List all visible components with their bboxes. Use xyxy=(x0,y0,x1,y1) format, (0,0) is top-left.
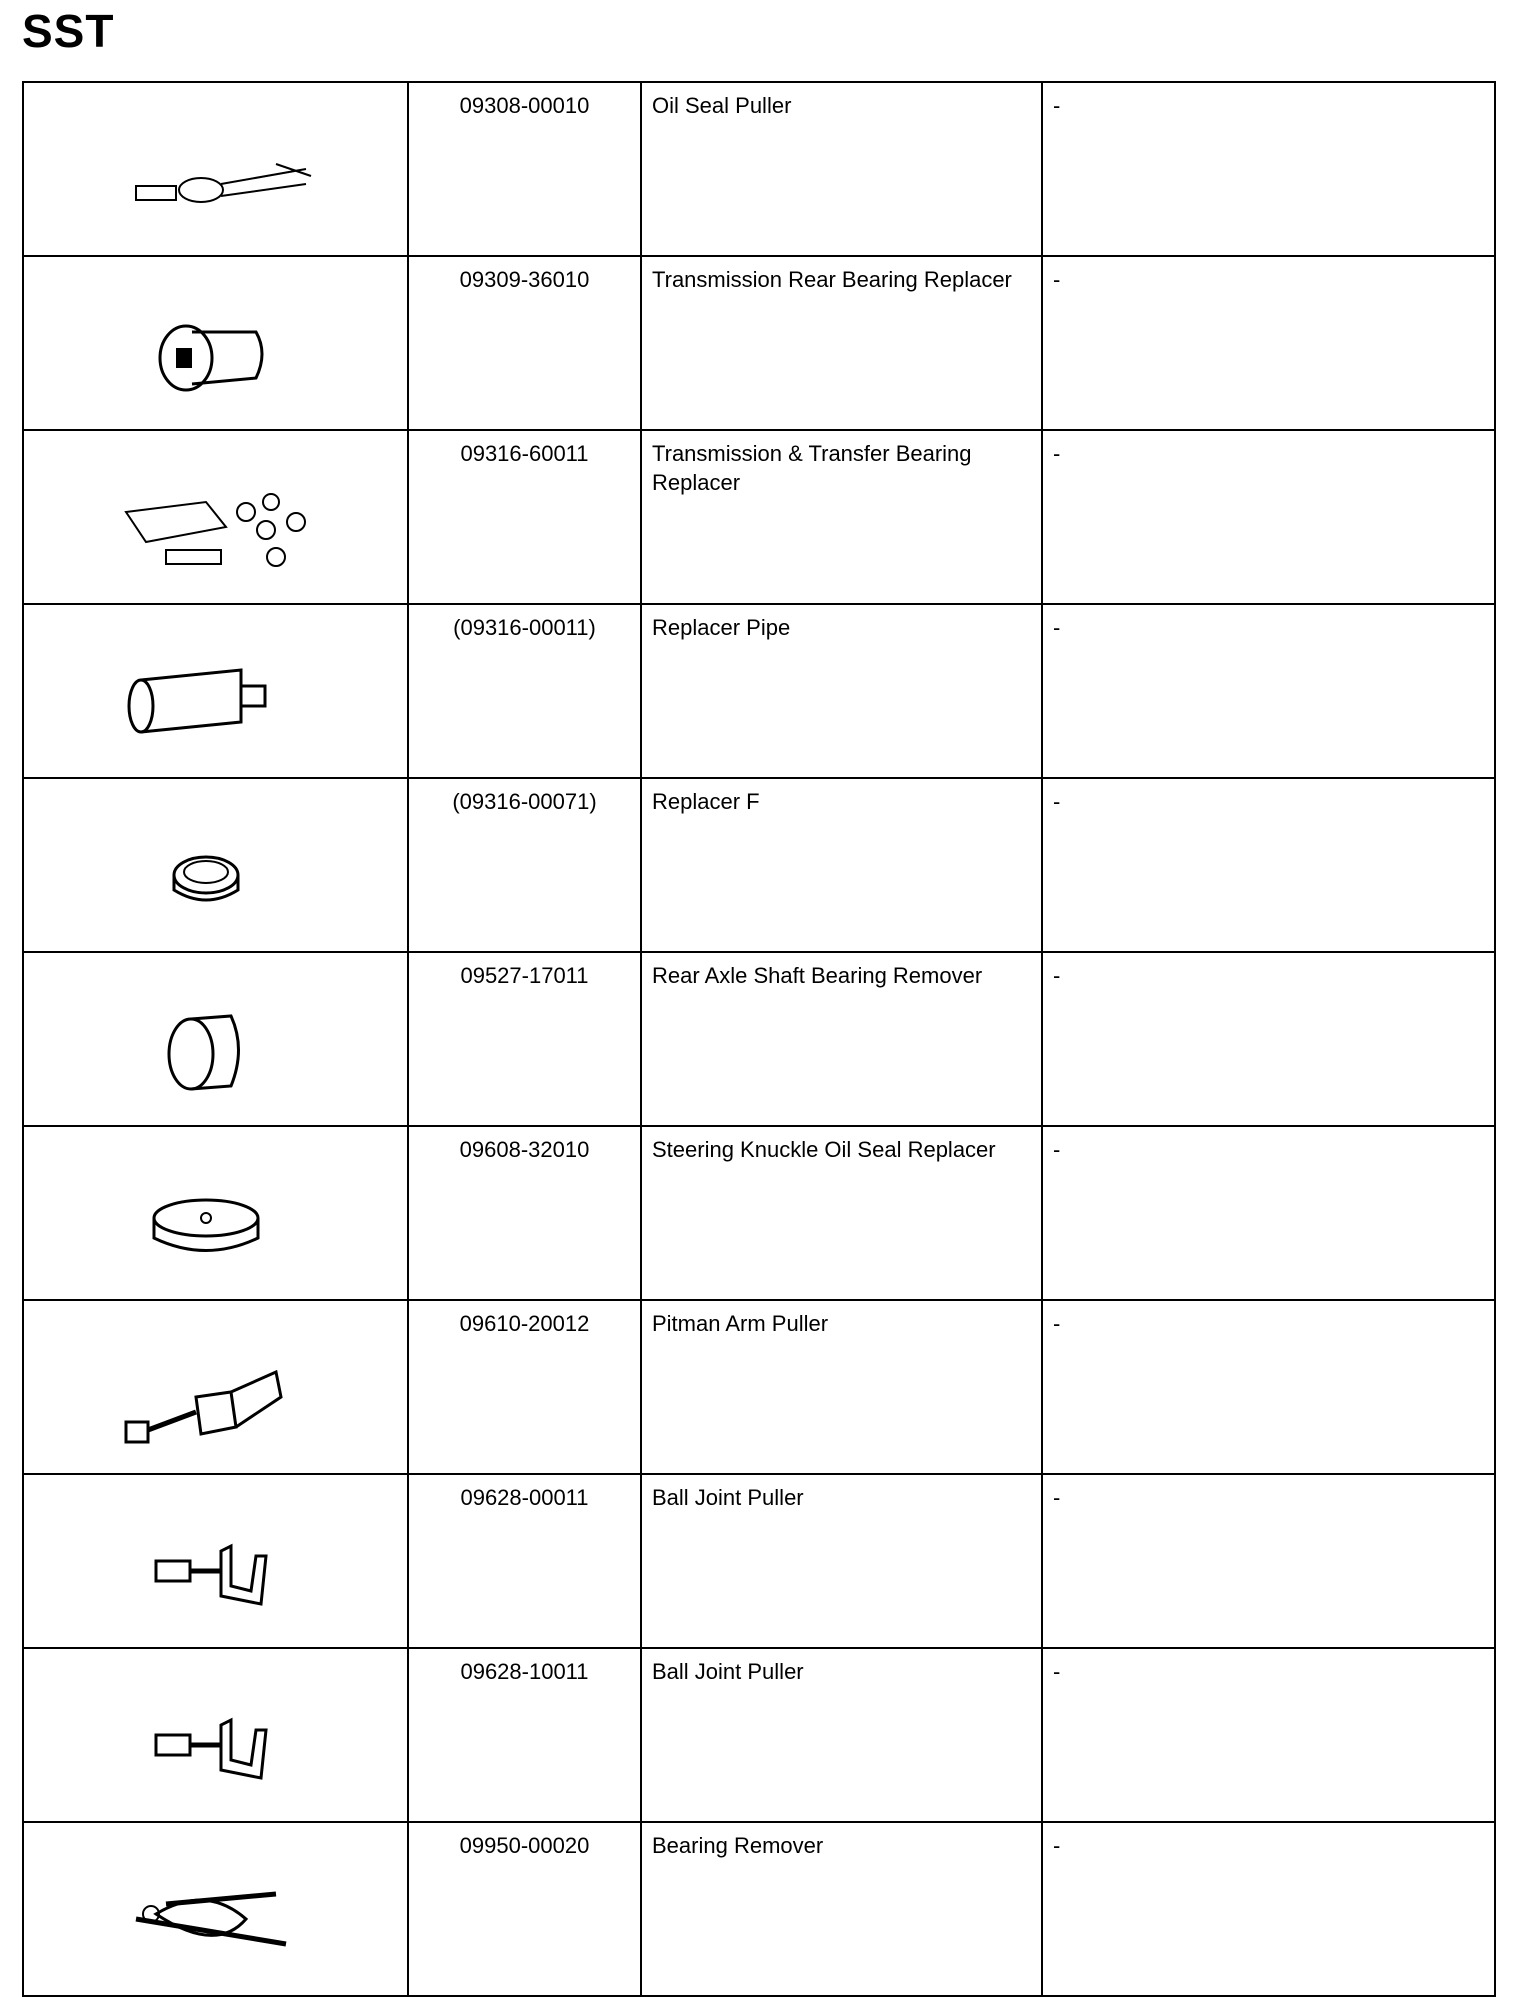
part-number: 09628-10011 xyxy=(408,1648,641,1822)
table-row xyxy=(23,952,1495,1126)
table-row xyxy=(23,1822,1495,1996)
bearing-remover-icon xyxy=(106,1864,326,1974)
part-number: 09316-60011 xyxy=(408,430,641,604)
part-number: 09608-32010 xyxy=(408,1126,641,1300)
tool-name: Ball Joint Puller xyxy=(641,1474,1042,1648)
replacer-f-icon xyxy=(106,820,326,930)
table-row xyxy=(23,1300,1495,1474)
part-number: (09316-00071) xyxy=(408,778,641,952)
tool-note: - xyxy=(1042,1126,1495,1300)
part-number: 09309-36010 xyxy=(408,256,641,430)
replacer-pipe-icon xyxy=(106,646,326,756)
tool-note: - xyxy=(1042,1300,1495,1474)
bearing-replacer-icon xyxy=(106,298,326,408)
tool-note: - xyxy=(1042,430,1495,604)
part-number: 09950-00020 xyxy=(408,1822,641,1996)
table-row xyxy=(23,1126,1495,1300)
tool-name: Transmission & Transfer Bearing Replacer xyxy=(641,430,1042,604)
tool-note: - xyxy=(1042,1474,1495,1648)
tool-name: Replacer F xyxy=(641,778,1042,952)
ball-joint-puller-icon xyxy=(106,1516,326,1626)
tool-name: Ball Joint Puller xyxy=(641,1648,1042,1822)
tool-note: - xyxy=(1042,952,1495,1126)
tool-image-cell xyxy=(23,1822,408,1996)
tool-image-cell xyxy=(23,82,408,256)
tool-name: Pitman Arm Puller xyxy=(641,1300,1042,1474)
tool-note: - xyxy=(1042,604,1495,778)
oil-seal-replacer-icon xyxy=(106,1168,326,1278)
tool-image-cell xyxy=(23,604,408,778)
table-row xyxy=(23,430,1495,604)
tool-note: - xyxy=(1042,256,1495,430)
tool-note: - xyxy=(1042,778,1495,952)
table-row xyxy=(23,256,1495,430)
tool-image-cell xyxy=(23,1126,408,1300)
tool-name: Bearing Remover xyxy=(641,1822,1042,1996)
table-row xyxy=(23,82,1495,256)
tool-image-cell xyxy=(23,1474,408,1648)
tool-image-cell xyxy=(23,952,408,1126)
tool-image-cell xyxy=(23,256,408,430)
part-number: 09308-00010 xyxy=(408,82,641,256)
tool-image-cell xyxy=(23,778,408,952)
tool-note: - xyxy=(1042,82,1495,256)
table-row xyxy=(23,1474,1495,1648)
sst-table xyxy=(22,81,1496,1997)
table-row xyxy=(23,778,1495,952)
tool-image-cell xyxy=(23,1300,408,1474)
tool-image-cell xyxy=(23,1648,408,1822)
tool-name: Replacer Pipe xyxy=(641,604,1042,778)
tool-name: Transmission Rear Bearing Replacer xyxy=(641,256,1042,430)
bearing-remover-cup-icon xyxy=(106,994,326,1104)
tool-note: - xyxy=(1042,1648,1495,1822)
tool-note: - xyxy=(1042,1822,1495,1996)
tool-name: Oil Seal Puller xyxy=(641,82,1042,256)
part-number: 09527-17011 xyxy=(408,952,641,1126)
tool-name: Rear Axle Shaft Bearing Remover xyxy=(641,952,1042,1126)
page-title: SST xyxy=(22,5,115,57)
tool-image-cell xyxy=(23,430,408,604)
part-number: 09628-00011 xyxy=(408,1474,641,1648)
table-row xyxy=(23,604,1495,778)
tool-name: Steering Knuckle Oil Seal Replacer xyxy=(641,1126,1042,1300)
replacer-set-icon xyxy=(106,472,326,582)
ball-joint-puller-icon xyxy=(106,1690,326,1800)
part-number: 09610-20012 xyxy=(408,1300,641,1474)
table-row xyxy=(23,1648,1495,1822)
pitman-arm-puller-icon xyxy=(106,1342,326,1452)
oil-seal-puller-icon xyxy=(106,124,326,234)
part-number: (09316-00011) xyxy=(408,604,641,778)
